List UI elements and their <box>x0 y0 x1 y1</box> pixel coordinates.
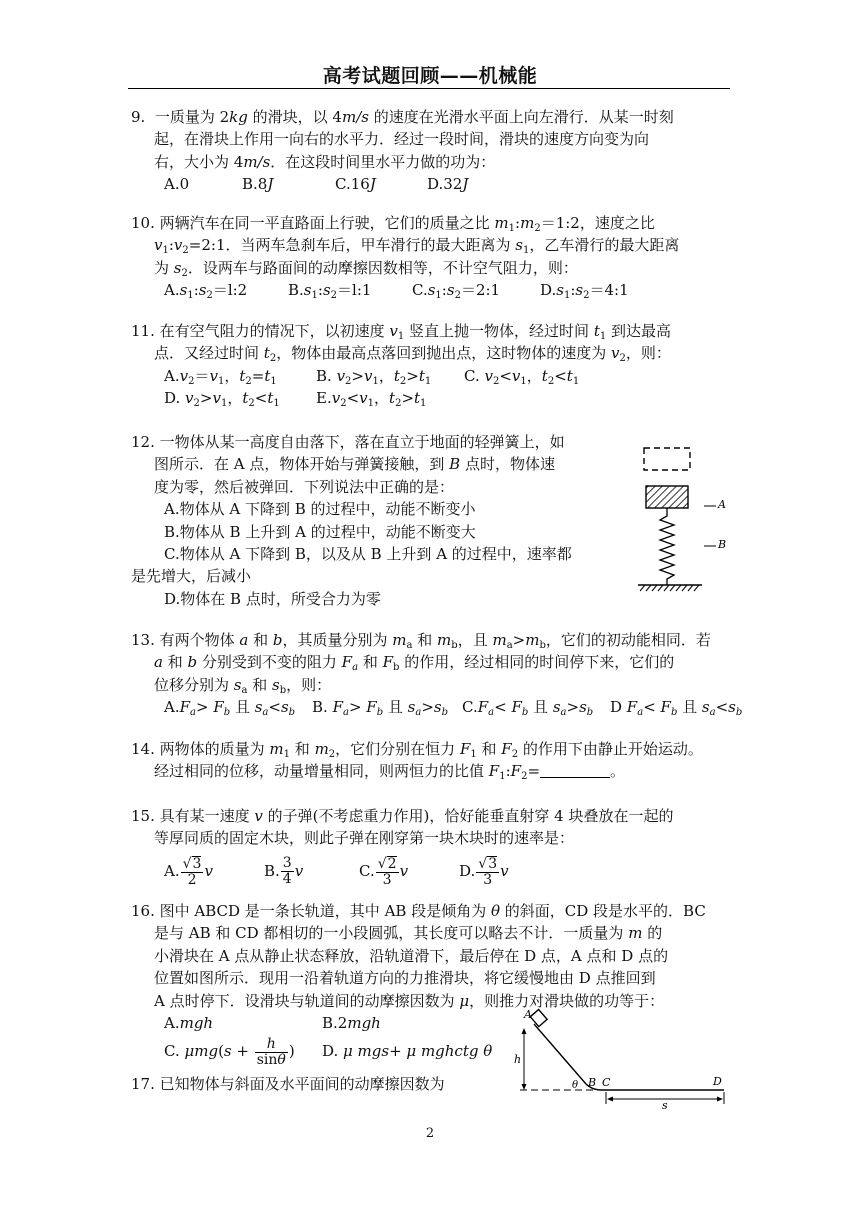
option-a: A.0 <box>164 175 190 194</box>
option-b: B.2mgh <box>322 1014 381 1033</box>
question-12-line-2: 图所示．在 A 点，物体开始与弹簧接触，到 B 点时，物体速 <box>154 455 555 474</box>
question-13 <box>131 629 743 719</box>
question-9-line-2: 起，在滑块上作用一向右的水平力．经过一段时间，滑块的速度方向变为向 <box>154 130 650 149</box>
question-10-line-2: $v_1:v_2=2:1$．当两车急刹车后，甲车滑行的最大距离为 $s_1$，乙车滑行的最大距离 <box>154 236 680 257</box>
question-13-line-2: a 和 b 分别受到不变的阻力 $F_a$ 和 $F_b$ 的作用，经过相同的时间停下来，它们的 <box>154 653 675 674</box>
option-b: $B.s_1:s_2=l:1$ <box>288 281 372 302</box>
question-11 <box>131 320 733 410</box>
question-10 <box>131 212 733 302</box>
answer-blank[interactable] <box>540 763 610 778</box>
slider-block <box>530 1010 547 1027</box>
option-d: D. $v_2>v_1$，$t_2<t_1$ <box>164 389 280 410</box>
option-c: C. $v_2<v_1$，$t_2<t_1$ <box>464 366 580 387</box>
distance-label: s <box>662 1099 668 1112</box>
question-11-line-1: 11. 在有空气阻力的情况下，以初速度 $v_1$ 竖直上抛一物体，经过时间 $t_1$ 到达最高 <box>131 322 671 342</box>
option-d: D. μ mgs+ μ mghctg θ <box>322 1042 493 1061</box>
question-9 <box>131 106 733 196</box>
option-b: B.物体从 B 上升到 A 的过程中，动能不断变大 <box>164 522 476 541</box>
question-16-line-4: 位置如图所示．现用一沿着轨道方向的力推滑块，将它缓慢地由 D 点推回到 <box>154 969 656 988</box>
question-9-line-3: 右，大小为 4m/s．在这段时间里水平力做的功为： <box>154 152 496 171</box>
question-16-line-5: A 点时停下．设滑块与轨道间的动摩擦因数为 μ，则推力对滑块做的功等于： <box>154 991 665 1010</box>
option-a: A.物体从 A 下降到 B 的过程中，动能不断变小 <box>164 500 476 519</box>
question-9-line-1: 9. 一质量为 2kg 的滑块，以 4m/s 的速度在光滑水平面上向左滑行．从某一时刻 <box>131 108 674 126</box>
ground-hatch <box>640 585 699 591</box>
option-c: $C.F_a< F_b$ 且 $s_a>s_b$ <box>462 698 594 719</box>
question-10-options <box>131 279 733 301</box>
angle-label: θ <box>572 1080 579 1091</box>
question-9-options <box>131 173 733 195</box>
option-c: C.16J <box>335 175 376 194</box>
question-13-line-1: 13. 有两个物体 a 和 b，其质量分别为 $m_a$ 和 $m_b$，且 $m_a>m_b$，它们的初动能相同．若 <box>131 631 711 651</box>
question-14-line-2: 经过相同的位移，动量增量相同，则两恒力的比值 $F_1:F_2=$ 。 <box>154 762 626 783</box>
question-17-line-1: 17. 已知物体与斜面及水平面间的动摩擦因数为 <box>131 1075 445 1093</box>
question-12-line-1: 12. 一物体从某一高度自由落下，落在直立于地面的轻弹簧上，如 <box>131 433 565 451</box>
question-15-line-1: 15. 具有某一速度 v 的子弹(不考虑重力作用)，恰好能垂直射穿 4 块叠放在一起的 <box>131 807 674 825</box>
header-rule <box>128 88 730 89</box>
option-c: $C.s_1:s_2=2:1$ <box>412 281 501 302</box>
question-12-line-3: 度为零，然后被弹回．下列说法中正确的是： <box>154 477 455 496</box>
point-c-label: C <box>602 1076 611 1089</box>
spring <box>660 508 674 585</box>
option-d: D.物体在 B 点时，所受合力为零 <box>164 589 381 608</box>
question-15 <box>131 805 733 891</box>
option-a: $A.v_2=v_1$，$t_2=t_1$ <box>164 366 277 387</box>
question-16-line-1: 16. 图中 ABCD 是一条长轨道，其中 AB 段是倾角为 θ 的斜面，CD 段是水平的．BC <box>131 902 706 920</box>
option-a: A.mgh <box>164 1014 214 1033</box>
question-14-line-1: 14. 两物体的质量为 $m_1$ 和 $m_2$，它们分别在恒力 $F_1$ 和 $F_2$ 的作用下由静止开始运动。 <box>131 740 703 760</box>
point-a-label: A <box>524 1008 532 1021</box>
option-e: $E.v_2<v_1$，$t_2>t_1$ <box>316 389 427 410</box>
option-d: D.32J <box>427 175 469 194</box>
point-d-label: D <box>713 1075 722 1088</box>
option-d: $D.s_1:s_2=4:1$ <box>540 281 629 302</box>
question-13-options <box>131 696 743 719</box>
option-d: D $F_a< F_b$ 且 $s_a<s_b$ <box>610 698 743 719</box>
question-13-line-3: 位移分别为 $s_a$ 和 $s_b$，则： <box>154 675 332 696</box>
question-16-line-2: 是与 AB 和 CD 都相切的一小段圆弧，其长度可以略去不计．一质量为 m 的 <box>154 924 663 943</box>
option-b: B. $\frac{3}{4}$ v <box>264 855 304 888</box>
point-a-label: A <box>718 498 726 511</box>
page-title: 高考试题回顾——机械能 <box>322 65 538 87</box>
option-a: A. $\frac{√3}{2}$ v <box>164 855 213 888</box>
point-b-label: B <box>588 1076 597 1089</box>
question-11-options-row-1 <box>131 365 733 387</box>
option-a: $A.F_a> F_b$ 且 $s_a<s_b$ <box>164 698 296 719</box>
option-b: B. $F_a> F_b$ 且 $s_a>s_b$ <box>312 698 449 719</box>
question-16-line-3: 小滑块在 A 点从静止状态释放，沿轨道滑下，最后停在 D 点，A 点和 D 点的 <box>154 946 669 965</box>
page-number: 2 <box>425 1126 435 1141</box>
question-15-line-2: 等厚同质的固定木块，则此子弹在刚穿第一块木块时的速率是： <box>154 829 575 848</box>
option-c: C. $\frac{√2}{3}$ v <box>359 855 409 888</box>
question-15-options <box>131 851 733 891</box>
question-14 <box>131 738 733 783</box>
option-c: C.物体从 A 下降到 B，以及从 B 上升到 A 的过程中，速率都 <box>164 545 572 564</box>
initial-position-box <box>644 448 690 470</box>
option-b: B.8J <box>242 175 274 194</box>
option-d: D. $\frac{√3}{3}$ v <box>459 855 509 888</box>
spring-figure <box>630 440 740 600</box>
option-c: C. μmg(s + $\frac{h}{\sin\theta}$ ) <box>164 1035 295 1068</box>
option-a: $A.s_1:s_2=l:2$ <box>164 281 248 302</box>
question-10-line-3: 为 $s_2$．设两车与路面间的动摩擦因数相等，不计空气阻力，则： <box>154 258 578 279</box>
question-17 <box>131 1073 733 1095</box>
question-10-line-1: 10. 两辆汽车在同一平直路面上行驶，它们的质量之比 $m_1:m_2=1:2$，速度之比 <box>131 214 655 234</box>
question-11-line-2: 点．又经过时间 $t_2$，物体由最高点落回到抛出点，这时物体的速度为 $v_2$，则： <box>154 344 671 365</box>
point-b-label: B <box>718 538 727 551</box>
question-11-options-row-2 <box>131 387 733 409</box>
height-label: h <box>514 1053 522 1066</box>
falling-block <box>646 486 688 508</box>
option-b: B. $v_2>v_1$，$t_2>t_1$ <box>316 366 432 387</box>
option-c-continued: 是先增大，后减小 <box>131 567 252 586</box>
